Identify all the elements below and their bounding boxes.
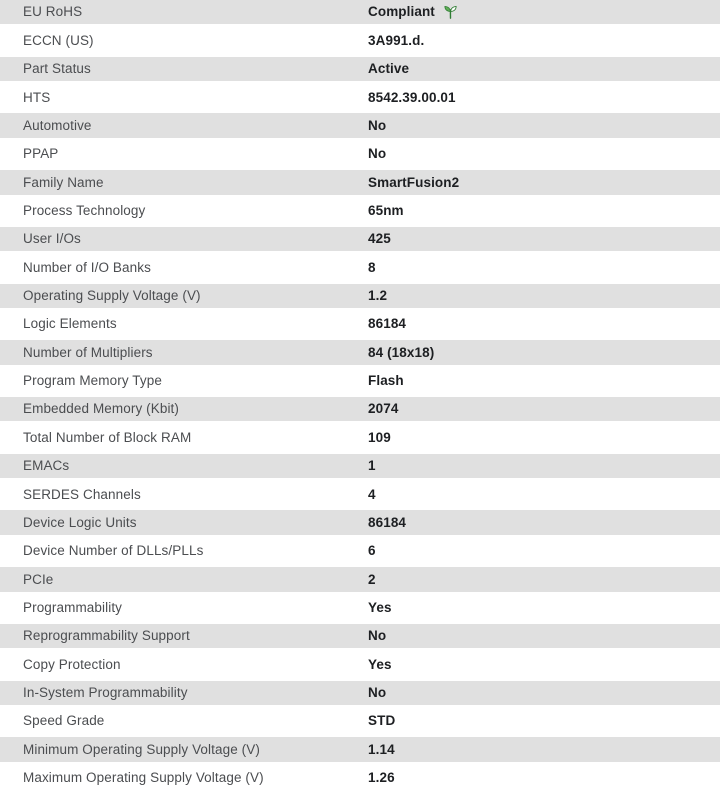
spec-value-cell — [350, 147, 720, 161]
spec-attribute-label: Speed Grade — [23, 713, 105, 729]
spec-attribute-label: Operating Supply Voltage (V) — [23, 288, 201, 304]
spec-attribute-label: Process Technology — [23, 202, 146, 218]
spec-row — [0, 57, 720, 85]
spec-attribute-label: Minimum Operating Supply Voltage (V) — [23, 741, 260, 757]
spec-value: STD — [368, 713, 396, 729]
spec-attribute-label: EMACs — [23, 458, 70, 474]
spec-attribute-label: EU RoHS — [23, 4, 83, 20]
spec-value: 1 — [368, 458, 376, 474]
spec-value-cell — [350, 743, 720, 757]
spec-attribute-label: Reprogrammability Support — [23, 628, 190, 644]
spec-attribute-label: Total Number of Block RAM — [23, 429, 192, 445]
spec-row — [0, 539, 720, 567]
spec-attribute-label: SERDES Channels — [23, 486, 141, 502]
spec-value: 8542.39.00.01 — [368, 89, 456, 105]
spec-value-cell — [350, 232, 720, 246]
spec-row — [0, 170, 720, 198]
spec-value-cell — [350, 119, 720, 133]
spec-value: SmartFusion2 — [368, 174, 460, 190]
spec-value-cell — [350, 488, 720, 502]
spec-value: 425 — [368, 231, 391, 247]
spec-value: 86184 — [368, 316, 407, 332]
spec-row — [0, 482, 720, 510]
spec-value: No — [368, 628, 387, 644]
spec-value-cell — [350, 516, 720, 530]
spec-value: 65nm — [368, 202, 404, 218]
spec-row — [0, 0, 720, 28]
spec-attribute-label: Device Number of DLLs/PLLs — [23, 543, 204, 559]
spec-value: 2074 — [368, 401, 399, 417]
spec-row — [0, 369, 720, 397]
spec-value: 1.26 — [368, 770, 395, 786]
spec-value-cell — [350, 629, 720, 643]
spec-attribute-label: Copy Protection — [23, 656, 121, 672]
spec-value-cell — [350, 5, 720, 19]
spec-value-cell — [350, 62, 720, 76]
spec-row — [0, 766, 720, 794]
spec-row — [0, 510, 720, 538]
spec-value: Active — [368, 61, 410, 77]
spec-value-cell — [350, 317, 720, 331]
spec-row — [0, 425, 720, 453]
spec-value-cell — [350, 573, 720, 587]
spec-value-cell — [350, 601, 720, 615]
spec-value-cell — [350, 459, 720, 473]
spec-row — [0, 397, 720, 425]
spec-attribute-label: Family Name — [23, 174, 104, 190]
spec-value: Yes — [368, 656, 392, 672]
spec-attribute-label: Number of Multipliers — [23, 344, 153, 360]
spec-row — [0, 652, 720, 680]
spec-value: No — [368, 685, 387, 701]
spec-value: 1.2 — [368, 288, 388, 304]
spec-attribute-label: User I/Os — [23, 231, 81, 247]
spec-value-cell — [350, 658, 720, 672]
spec-value-cell — [350, 544, 720, 558]
spec-attribute-label: ECCN (US) — [23, 32, 94, 48]
spec-attribute-label: PCIe — [23, 571, 54, 587]
spec-attribute-label: Embedded Memory (Kbit) — [23, 401, 180, 417]
spec-row — [0, 113, 720, 141]
spec-value: 109 — [368, 429, 391, 445]
spec-row — [0, 255, 720, 283]
spec-value-cell — [350, 261, 720, 275]
spec-value-cell — [350, 91, 720, 105]
spec-row — [0, 199, 720, 227]
spec-value-cell — [350, 204, 720, 218]
spec-value-cell — [350, 431, 720, 445]
spec-attribute-label: HTS — [23, 89, 51, 105]
spec-value-cell — [350, 686, 720, 700]
spec-attribute-label: Part Status — [23, 61, 91, 77]
spec-row — [0, 85, 720, 113]
spec-row — [0, 227, 720, 255]
spec-value: 3A991.d. — [368, 32, 425, 48]
spec-value-cell — [350, 176, 720, 190]
spec-value: 1.14 — [368, 741, 395, 757]
spec-row — [0, 596, 720, 624]
spec-row — [0, 454, 720, 482]
spec-attribute-label: In-System Programmability — [23, 685, 188, 701]
spec-value-cell — [350, 771, 720, 785]
spec-attribute-label: PPAP — [23, 146, 59, 162]
spec-value-cell — [350, 346, 720, 360]
spec-attribute-label: Programmability — [23, 599, 123, 615]
spec-value: Flash — [368, 373, 404, 389]
spec-row — [0, 312, 720, 340]
spec-row — [0, 737, 720, 765]
spec-row — [0, 681, 720, 709]
spec-attribute-label: Device Logic Units — [23, 514, 137, 530]
spec-value: No — [368, 146, 387, 162]
spec-value: 6 — [368, 543, 376, 559]
spec-value: Yes — [368, 599, 392, 615]
spec-row — [0, 28, 720, 56]
spec-attribute-label: Maximum Operating Supply Voltage (V) — [23, 770, 264, 786]
spec-row — [0, 567, 720, 595]
spec-attribute-label: Number of I/O Banks — [23, 259, 151, 275]
spec-value: Compliant — [368, 4, 435, 20]
spec-attribute-label: Automotive — [23, 117, 92, 133]
spec-value: 86184 — [368, 514, 407, 530]
spec-value-cell — [350, 402, 720, 416]
spec-row — [0, 709, 720, 737]
spec-value: 2 — [368, 571, 376, 587]
spec-attribute-label: Program Memory Type — [23, 373, 162, 389]
spec-value: 4 — [368, 486, 376, 502]
spec-row — [0, 284, 720, 312]
spec-value-cell — [350, 714, 720, 728]
spec-row — [0, 340, 720, 368]
spec-row — [0, 142, 720, 170]
spec-value-cell — [350, 289, 720, 303]
spec-value: 84 (18x18) — [368, 344, 435, 360]
spec-value: No — [368, 117, 387, 133]
spec-value-cell — [350, 34, 720, 48]
spec-attribute-label: Logic Elements — [23, 316, 117, 332]
spec-value: 8 — [368, 259, 376, 275]
spec-value-cell — [350, 374, 720, 388]
spec-row — [0, 624, 720, 652]
leaf-icon — [443, 5, 458, 19]
